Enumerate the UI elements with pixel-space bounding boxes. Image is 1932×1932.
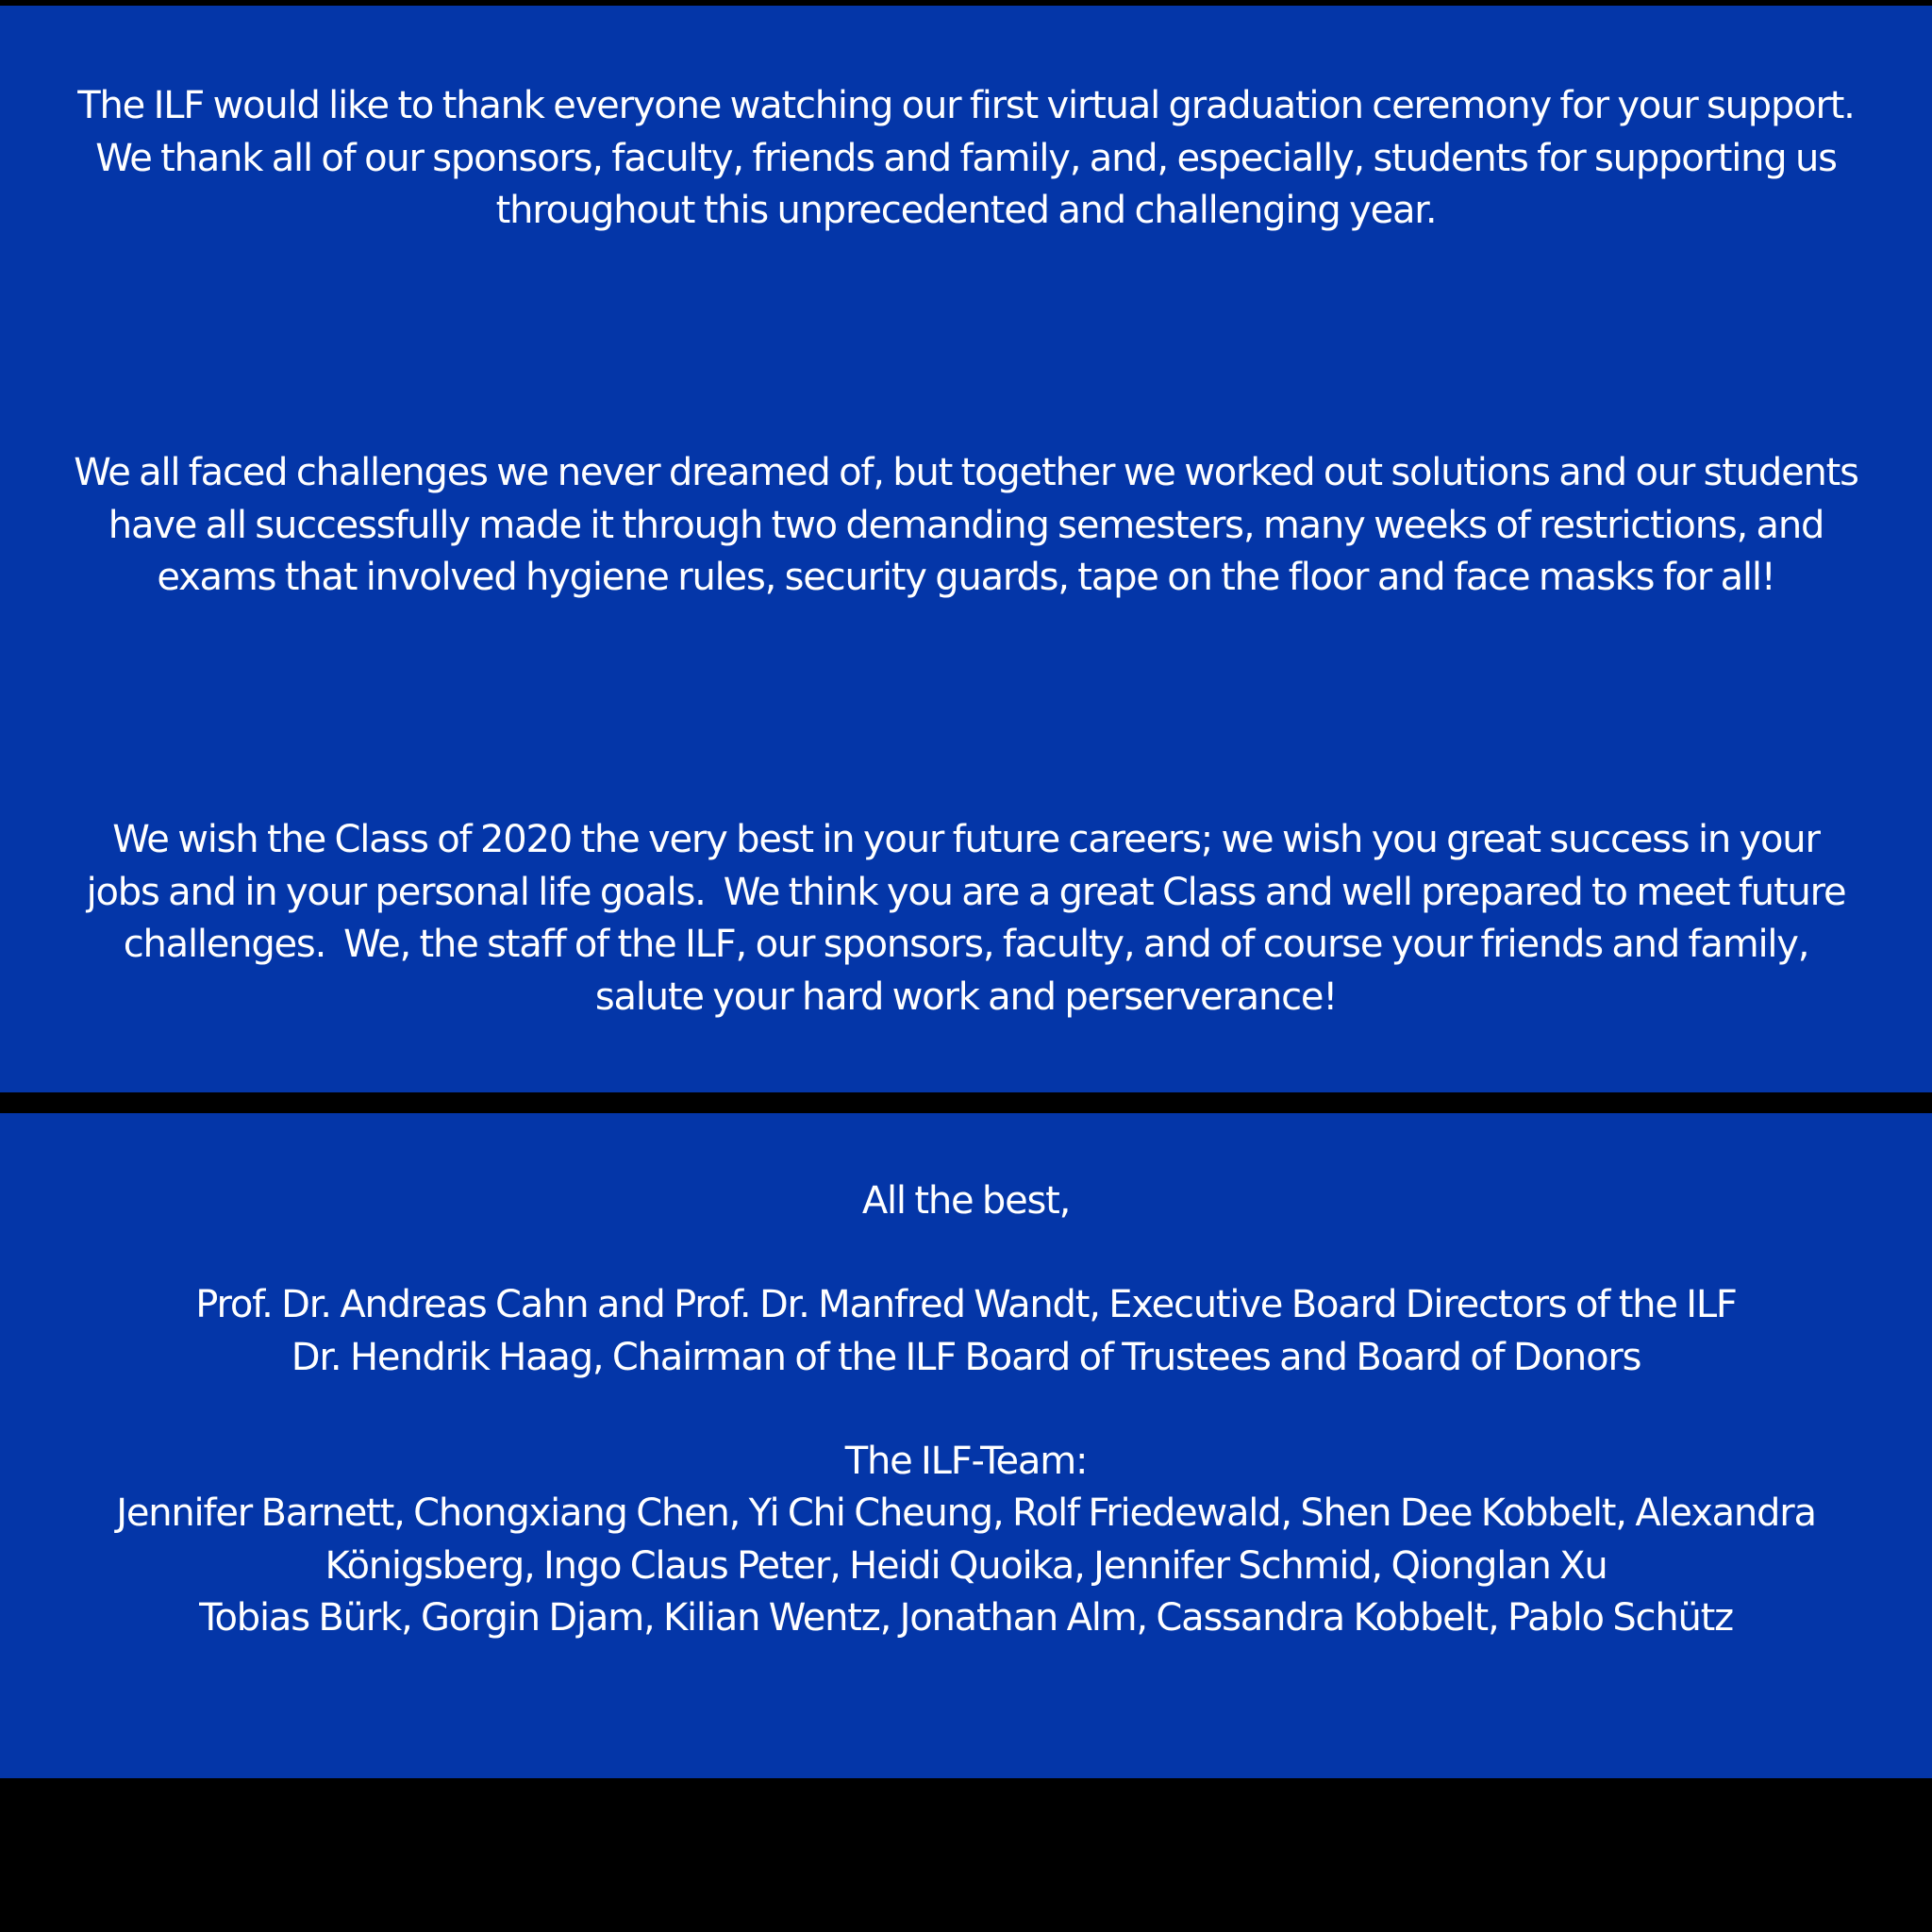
- closing-text: All the best,: [861, 1179, 1071, 1223]
- signature-slide: [0, 1113, 1932, 1778]
- paragraph-line: throughout this unprecedented and challenging year.: [495, 189, 1437, 232]
- team-members-line: Königsberg, Ingo Claus Peter, Heidi Quoika, Jennifer Schmid, Qionglan Xu: [325, 1543, 1607, 1588]
- paragraph-line: salute your hard work and perserverance!: [594, 974, 1338, 1019]
- paragraph-line: We all faced challenges we never dreamed of, but together we worked out solutions and our students: [74, 451, 1858, 494]
- team-members-line: Tobias Bürk, Gorgin Djam, Kilian Wentz, Jonathan Alm, Cassandra Kobbelt, Pablo Schütz: [199, 1596, 1733, 1640]
- directors-block: [0, 1279, 1932, 1384]
- paragraph-line: jobs and in your personal life goals. We think you are a great Class and well prepared to meet future: [86, 870, 1846, 914]
- challenges-paragraph: [0, 447, 1932, 605]
- chairman-line: Dr. Hendrik Haag, Chairman of the ILF Board of Trustees and Board of Donors: [291, 1335, 1641, 1379]
- directors-line: Prof. Dr. Andreas Cahn and Prof. Dr. Manfred Wandt, Executive Board Directors of the ILF: [195, 1283, 1737, 1326]
- team-heading-text: The ILF-Team:: [844, 1440, 1088, 1483]
- paragraph-line: We wish the Class of 2020 the very best in your future careers; we wish you great success in your: [112, 818, 1820, 861]
- paragraph-line: challenges. We, the staff of the ILF, our sponsors, faculty, and of course your friends and family,: [123, 923, 1809, 966]
- paragraph-line: We thank all of our sponsors, faculty, friends and family, and, especially, students for supporting us: [95, 136, 1837, 180]
- thank-you-message-slide: [0, 6, 1932, 1092]
- closing-line: [0, 1175, 1932, 1228]
- team-members-list: [0, 1488, 1932, 1645]
- paragraph-line: The ILF would like to thank everyone watching our first virtual graduation ceremony for your support.: [77, 84, 1855, 127]
- paragraph-line: exams that involved hygiene rules, security guards, tape on the floor and face masks for all!: [157, 556, 1775, 599]
- team-heading: [0, 1436, 1932, 1489]
- team-members-line: Jennifer Barnett, Chongxiang Chen, Yi Chi Cheung, Rolf Friedewald, Shen Dee Kobbelt, Alexandra: [116, 1491, 1816, 1535]
- best-wishes-paragraph: [0, 814, 1932, 1024]
- paragraph-line: have all successfully made it through two demanding semesters, many weeks of restrictions, and: [108, 503, 1824, 547]
- thank-you-paragraph: [0, 80, 1932, 238]
